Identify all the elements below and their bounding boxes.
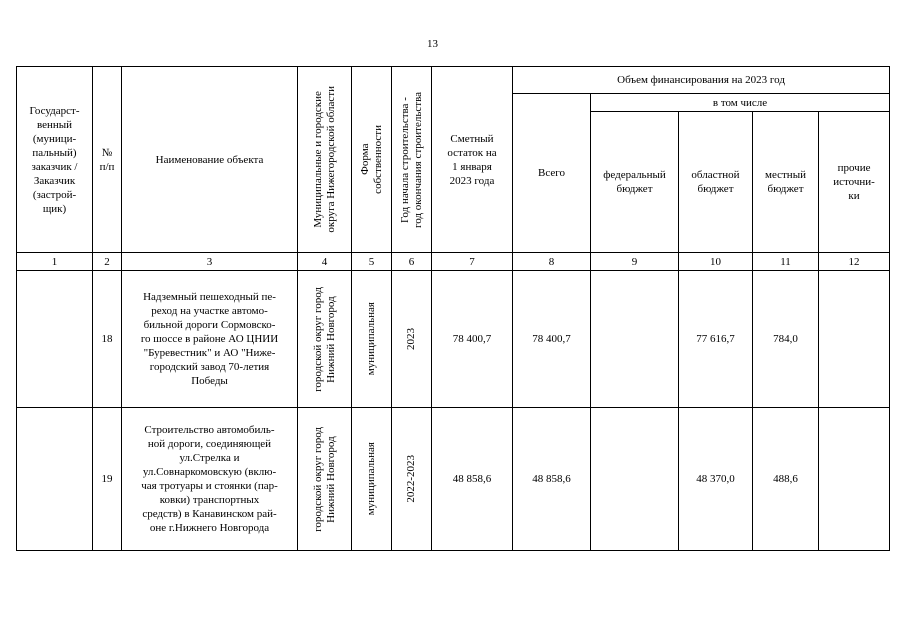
row-no: 18 (93, 271, 122, 408)
row-total: 48 858,6 (513, 408, 591, 551)
header-years: Год начала строительства - год окончания строительства (392, 67, 432, 253)
column-number: 1 (17, 253, 93, 271)
header-ownership: Форма собственности (352, 67, 392, 253)
row-other (819, 271, 890, 408)
column-number: 11 (753, 253, 819, 271)
table-row (17, 271, 890, 408)
financing-table (16, 66, 890, 551)
header-financing-title: Объем финансирования на 2023 год (513, 67, 890, 94)
row-ownership: муниципальная (352, 408, 392, 551)
header-municipality: Муниципальные и городские округа Нижегородской области (298, 67, 352, 253)
row-years: 2023 (392, 271, 432, 408)
header-estimate: Сметный остаток на 1 января 2023 года (432, 67, 513, 253)
header-total: Всего (513, 94, 591, 253)
row-years: 2022-2023 (392, 408, 432, 551)
column-number: 12 (819, 253, 890, 271)
table-row (17, 408, 890, 551)
row-estimate: 48 858,6 (432, 408, 513, 551)
row-municipality: городской округ город Нижний Новгород (298, 271, 352, 408)
column-number: 8 (513, 253, 591, 271)
column-number: 7 (432, 253, 513, 271)
row-customer (17, 271, 93, 408)
header-customer: Государст- венный (муници- пальный) заказчик / Заказчик (застрой- щик) (17, 67, 93, 253)
row-total: 78 400,7 (513, 271, 591, 408)
header-row-top (17, 67, 890, 94)
row-regional: 48 370,0 (679, 408, 753, 551)
row-local: 784,0 (753, 271, 819, 408)
row-estimate: 78 400,7 (432, 271, 513, 408)
row-customer (17, 408, 93, 551)
row-municipality: городской округ город Нижний Новгород (298, 408, 352, 551)
column-number: 6 (392, 253, 432, 271)
row-federal (591, 408, 679, 551)
page-number: 13 (427, 38, 438, 50)
row-local: 488,6 (753, 408, 819, 551)
column-number: 9 (591, 253, 679, 271)
row-other (819, 408, 890, 551)
header-other: прочие источни- ки (819, 112, 890, 253)
header-including: в том числе (591, 94, 890, 112)
column-number: 2 (93, 253, 122, 271)
header-no: № п/п (93, 67, 122, 253)
row-regional: 77 616,7 (679, 271, 753, 408)
column-number: 5 (352, 253, 392, 271)
column-number: 3 (122, 253, 298, 271)
header-object-name: Наименование объекта (122, 67, 298, 253)
row-object-name: Строительство автомобиль- ной дороги, соединяющей ул.Стрелка и ул.Совнаркомовскую (вклю- чая тротуары и стоянки (пар- ковки) транспортных средств) в Канавинском рай- оне г.Нижнего Новгорода (122, 408, 298, 551)
column-numbers-row (17, 253, 890, 271)
column-number: 10 (679, 253, 753, 271)
row-ownership: муниципальная (352, 271, 392, 408)
header-regional: областной бюджет (679, 112, 753, 253)
row-object-name: Надземный пешеходный пе- реход на участке автомо- бильной дороги Сормовско- го шоссе в районе АО ЦНИИ "Буревестник" и АО "Ниже- городский завод 70-летия Победы (122, 271, 298, 408)
row-no: 19 (93, 408, 122, 551)
header-federal: федеральный бюджет (591, 112, 679, 253)
header-local: местный бюджет (753, 112, 819, 253)
column-number: 4 (298, 253, 352, 271)
row-federal (591, 271, 679, 408)
